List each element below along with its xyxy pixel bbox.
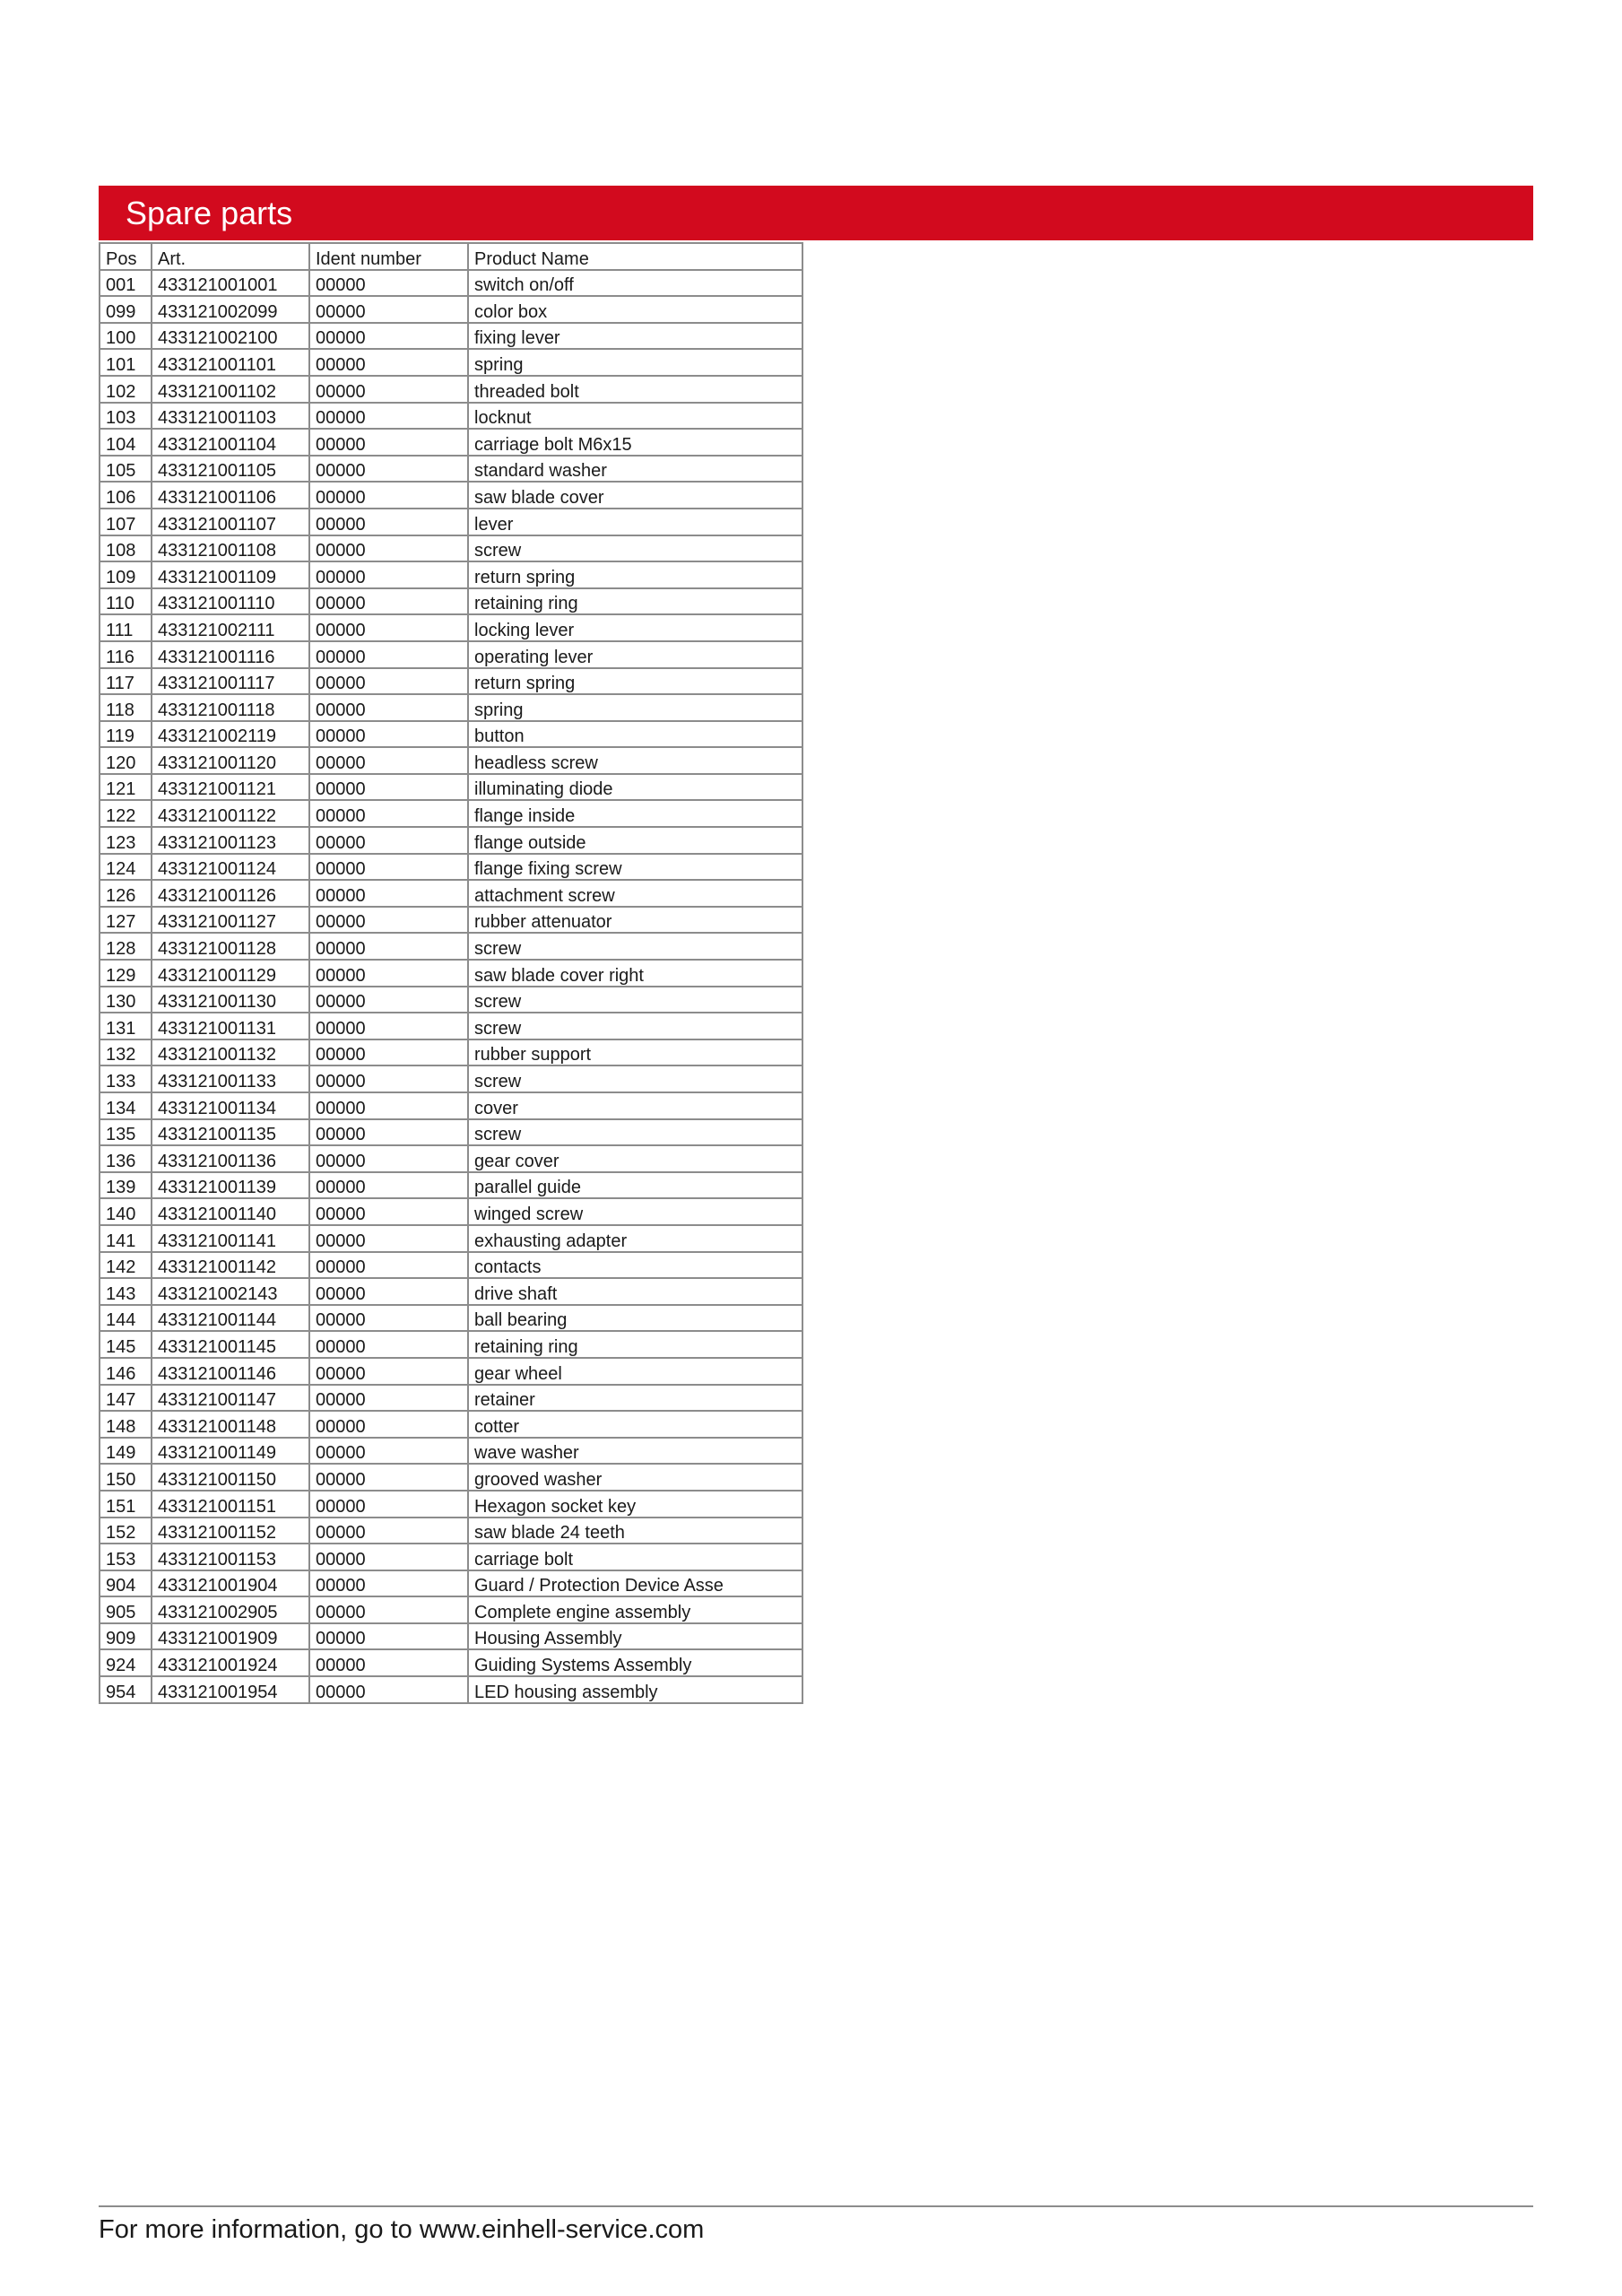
cell-product-name: exhausting adapter: [468, 1225, 802, 1252]
cell-art: 433121001120: [152, 747, 309, 774]
footer-divider: [99, 2205, 1533, 2207]
cell-ident-number: 00000: [309, 1676, 468, 1703]
cell-ident-number: 00000: [309, 1092, 468, 1119]
cell-ident-number: 00000: [309, 376, 468, 403]
cell-product-name: flange outside: [468, 827, 802, 854]
cell-pos: 117: [100, 668, 152, 695]
table-row: [100, 1119, 802, 1146]
table-row: [100, 429, 802, 456]
cell-art: 433121001109: [152, 561, 309, 588]
table-row: [100, 907, 802, 934]
table-row: [100, 1278, 802, 1305]
cell-product-name: contacts: [468, 1252, 802, 1279]
cell-pos: 124: [100, 854, 152, 881]
cell-pos: 107: [100, 509, 152, 535]
column-header-ident-number: Ident number: [309, 243, 468, 270]
cell-ident-number: 00000: [309, 1518, 468, 1544]
cell-ident-number: 00000: [309, 747, 468, 774]
cell-art: 433121001149: [152, 1438, 309, 1465]
cell-ident-number: 00000: [309, 1278, 468, 1305]
table-body: [100, 270, 802, 1703]
cell-ident-number: 00000: [309, 1623, 468, 1650]
cell-art: 433121001140: [152, 1198, 309, 1225]
cell-product-name: return spring: [468, 668, 802, 695]
cell-ident-number: 00000: [309, 1464, 468, 1491]
cell-product-name: screw: [468, 1013, 802, 1039]
cell-pos: 151: [100, 1491, 152, 1518]
table-row: [100, 270, 802, 297]
cell-product-name: Guiding Systems Assembly: [468, 1649, 802, 1676]
column-header-product-name: Product Name: [468, 243, 802, 270]
cell-product-name: standard washer: [468, 456, 802, 483]
table-row: [100, 800, 802, 827]
cell-product-name: screw: [468, 535, 802, 562]
cell-art: 433121001132: [152, 1039, 309, 1066]
cell-art: 433121001142: [152, 1252, 309, 1279]
cell-pos: 131: [100, 1013, 152, 1039]
cell-ident-number: 00000: [309, 1305, 468, 1332]
table-row: [100, 987, 802, 1013]
cell-pos: 145: [100, 1331, 152, 1358]
cell-ident-number: 00000: [309, 614, 468, 641]
cell-pos: 909: [100, 1623, 152, 1650]
cell-product-name: operating lever: [468, 641, 802, 668]
table-row: [100, 1570, 802, 1597]
cell-art: 433121001153: [152, 1544, 309, 1570]
cell-pos: 123: [100, 827, 152, 854]
cell-product-name: drive shaft: [468, 1278, 802, 1305]
cell-ident-number: 00000: [309, 1570, 468, 1597]
cell-ident-number: 00000: [309, 323, 468, 350]
cell-ident-number: 00000: [309, 774, 468, 801]
table-row: [100, 1013, 802, 1039]
cell-art: 433121001104: [152, 429, 309, 456]
cell-art: 433121001118: [152, 694, 309, 721]
cell-product-name: screw: [468, 1119, 802, 1146]
section-title: Spare parts: [126, 195, 293, 231]
cell-pos: 001: [100, 270, 152, 297]
table-row: [100, 1438, 802, 1465]
cell-art: 433121001102: [152, 376, 309, 403]
cell-pos: 904: [100, 1570, 152, 1597]
cell-pos: 101: [100, 349, 152, 376]
cell-pos: 127: [100, 907, 152, 934]
cell-art: 433121001924: [152, 1649, 309, 1676]
cell-art: 433121001103: [152, 403, 309, 430]
cell-pos: 144: [100, 1305, 152, 1332]
cell-art: 433121001147: [152, 1385, 309, 1412]
cell-product-name: screw: [468, 933, 802, 960]
table-row: [100, 509, 802, 535]
cell-art: 433121001105: [152, 456, 309, 483]
cell-product-name: saw blade 24 teeth: [468, 1518, 802, 1544]
cell-pos: 148: [100, 1411, 152, 1438]
cell-ident-number: 00000: [309, 403, 468, 430]
cell-pos: 119: [100, 721, 152, 748]
cell-pos: 139: [100, 1172, 152, 1199]
cell-art: 433121002099: [152, 296, 309, 323]
cell-art: 433121001130: [152, 987, 309, 1013]
column-header-art: Art.: [152, 243, 309, 270]
table-row: [100, 960, 802, 987]
cell-ident-number: 00000: [309, 561, 468, 588]
cell-product-name: gear cover: [468, 1145, 802, 1172]
cell-ident-number: 00000: [309, 1252, 468, 1279]
cell-ident-number: 00000: [309, 1013, 468, 1039]
cell-art: 433121001133: [152, 1065, 309, 1092]
table-row: [100, 1518, 802, 1544]
cell-ident-number: 00000: [309, 270, 468, 297]
cell-ident-number: 00000: [309, 827, 468, 854]
table-row: [100, 668, 802, 695]
spare-parts-table: [99, 242, 803, 1704]
table-row: [100, 1411, 802, 1438]
cell-product-name: return spring: [468, 561, 802, 588]
table-row: [100, 1092, 802, 1119]
cell-pos: 122: [100, 800, 152, 827]
cell-art: 433121001121: [152, 774, 309, 801]
table-row: [100, 296, 802, 323]
cell-art: 433121001145: [152, 1331, 309, 1358]
cell-ident-number: 00000: [309, 1331, 468, 1358]
cell-pos: 103: [100, 403, 152, 430]
cell-product-name: cotter: [468, 1411, 802, 1438]
cell-pos: 924: [100, 1649, 152, 1676]
cell-product-name: saw blade cover right: [468, 960, 802, 987]
cell-ident-number: 00000: [309, 429, 468, 456]
table-row: [100, 1464, 802, 1491]
table-row: [100, 614, 802, 641]
cell-ident-number: 00000: [309, 1544, 468, 1570]
cell-pos: 133: [100, 1065, 152, 1092]
cell-pos: 104: [100, 429, 152, 456]
footer-info-text: For more information, go to www.einhell-service.com: [99, 2215, 705, 2244]
cell-art: 433121001124: [152, 854, 309, 881]
cell-pos: 143: [100, 1278, 152, 1305]
cell-ident-number: 00000: [309, 535, 468, 562]
cell-art: 433121001152: [152, 1518, 309, 1544]
cell-ident-number: 00000: [309, 456, 468, 483]
cell-product-name: illuminating diode: [468, 774, 802, 801]
cell-pos: 120: [100, 747, 152, 774]
cell-product-name: Guard / Protection Device Asse: [468, 1570, 802, 1597]
table-row: [100, 1544, 802, 1570]
cell-art: 433121001146: [152, 1358, 309, 1385]
cell-ident-number: 00000: [309, 1596, 468, 1623]
cell-product-name: LED housing assembly: [468, 1676, 802, 1703]
table-row: [100, 456, 802, 483]
cell-art: 433121001139: [152, 1172, 309, 1199]
cell-art: 433121002100: [152, 323, 309, 350]
cell-pos: 140: [100, 1198, 152, 1225]
cell-ident-number: 00000: [309, 1491, 468, 1518]
cell-pos: 150: [100, 1464, 152, 1491]
cell-pos: 102: [100, 376, 152, 403]
cell-pos: 110: [100, 588, 152, 615]
cell-product-name: locking lever: [468, 614, 802, 641]
cell-product-name: flange inside: [468, 800, 802, 827]
cell-product-name: button: [468, 721, 802, 748]
cell-product-name: threaded bolt: [468, 376, 802, 403]
cell-product-name: screw: [468, 987, 802, 1013]
cell-product-name: retaining ring: [468, 1331, 802, 1358]
cell-pos: 954: [100, 1676, 152, 1703]
cell-art: 433121001001: [152, 270, 309, 297]
cell-ident-number: 00000: [309, 1385, 468, 1412]
cell-pos: 111: [100, 614, 152, 641]
cell-pos: 109: [100, 561, 152, 588]
cell-ident-number: 00000: [309, 668, 468, 695]
cell-art: 433121001150: [152, 1464, 309, 1491]
cell-pos: 100: [100, 323, 152, 350]
table-row: [100, 535, 802, 562]
cell-ident-number: 00000: [309, 800, 468, 827]
cell-product-name: rubber attenuator: [468, 907, 802, 934]
cell-pos: 152: [100, 1518, 152, 1544]
table-row: [100, 1145, 802, 1172]
cell-product-name: switch on/off: [468, 270, 802, 297]
cell-art: 433121001904: [152, 1570, 309, 1597]
cell-pos: 147: [100, 1385, 152, 1412]
cell-ident-number: 00000: [309, 880, 468, 907]
cell-pos: 136: [100, 1145, 152, 1172]
cell-ident-number: 00000: [309, 1065, 468, 1092]
cell-ident-number: 00000: [309, 296, 468, 323]
cell-art: 433121001136: [152, 1145, 309, 1172]
table-row: [100, 1491, 802, 1518]
cell-ident-number: 00000: [309, 721, 468, 748]
table-row: [100, 854, 802, 881]
cell-ident-number: 00000: [309, 1039, 468, 1066]
cell-art: 433121001128: [152, 933, 309, 960]
cell-product-name: grooved washer: [468, 1464, 802, 1491]
cell-ident-number: 00000: [309, 907, 468, 934]
cell-ident-number: 00000: [309, 1198, 468, 1225]
cell-pos: 130: [100, 987, 152, 1013]
cell-art: 433121001148: [152, 1411, 309, 1438]
cell-art: 433121002905: [152, 1596, 309, 1623]
cell-pos: 142: [100, 1252, 152, 1279]
table-row: [100, 561, 802, 588]
table-row: [100, 349, 802, 376]
table-row: [100, 747, 802, 774]
cell-product-name: fixing lever: [468, 323, 802, 350]
cell-art: 433121001144: [152, 1305, 309, 1332]
table-row: [100, 1039, 802, 1066]
cell-pos: 118: [100, 694, 152, 721]
cell-pos: 121: [100, 774, 152, 801]
cell-product-name: Hexagon socket key: [468, 1491, 802, 1518]
table-row: [100, 376, 802, 403]
cell-ident-number: 00000: [309, 1119, 468, 1146]
cell-product-name: lever: [468, 509, 802, 535]
column-header-pos: Pos: [100, 243, 152, 270]
table-row: [100, 588, 802, 615]
cell-product-name: ball bearing: [468, 1305, 802, 1332]
cell-product-name: locknut: [468, 403, 802, 430]
cell-art: 433121001127: [152, 907, 309, 934]
cell-art: 433121001129: [152, 960, 309, 987]
cell-ident-number: 00000: [309, 1411, 468, 1438]
table-header-row: [100, 243, 802, 270]
cell-pos: 126: [100, 880, 152, 907]
cell-art: 433121001135: [152, 1119, 309, 1146]
table-row: [100, 774, 802, 801]
cell-ident-number: 00000: [309, 482, 468, 509]
cell-art: 433121001110: [152, 588, 309, 615]
table-row: [100, 1596, 802, 1623]
cell-pos: 108: [100, 535, 152, 562]
cell-pos: 135: [100, 1119, 152, 1146]
cell-pos: 099: [100, 296, 152, 323]
cell-art: 433121001106: [152, 482, 309, 509]
cell-product-name: flange fixing screw: [468, 854, 802, 881]
cell-product-name: gear wheel: [468, 1358, 802, 1385]
cell-product-name: rubber support: [468, 1039, 802, 1066]
cell-pos: 149: [100, 1438, 152, 1465]
cell-art: 433121001108: [152, 535, 309, 562]
table-row: [100, 403, 802, 430]
cell-art: 433121002111: [152, 614, 309, 641]
table-row: [100, 1331, 802, 1358]
table-row: [100, 1623, 802, 1650]
table-row: [100, 1385, 802, 1412]
cell-art: 433121001117: [152, 668, 309, 695]
cell-ident-number: 00000: [309, 1172, 468, 1199]
cell-art: 433121001131: [152, 1013, 309, 1039]
cell-ident-number: 00000: [309, 987, 468, 1013]
cell-product-name: retainer: [468, 1385, 802, 1412]
cell-art: 433121001954: [152, 1676, 309, 1703]
cell-pos: 106: [100, 482, 152, 509]
table-row: [100, 1065, 802, 1092]
table-row: [100, 827, 802, 854]
cell-ident-number: 00000: [309, 1438, 468, 1465]
table-row: [100, 880, 802, 907]
cell-product-name: carriage bolt: [468, 1544, 802, 1570]
cell-art: 433121001123: [152, 827, 309, 854]
cell-product-name: screw: [468, 1065, 802, 1092]
table-row: [100, 323, 802, 350]
cell-product-name: spring: [468, 349, 802, 376]
cell-pos: 141: [100, 1225, 152, 1252]
cell-ident-number: 00000: [309, 694, 468, 721]
table-row: [100, 1649, 802, 1676]
cell-ident-number: 00000: [309, 349, 468, 376]
cell-art: 433121001116: [152, 641, 309, 668]
cell-pos: 116: [100, 641, 152, 668]
cell-pos: 129: [100, 960, 152, 987]
cell-product-name: cover: [468, 1092, 802, 1119]
table-row: [100, 1225, 802, 1252]
cell-product-name: wave washer: [468, 1438, 802, 1465]
cell-product-name: winged screw: [468, 1198, 802, 1225]
cell-ident-number: 00000: [309, 641, 468, 668]
cell-product-name: retaining ring: [468, 588, 802, 615]
cell-pos: 134: [100, 1092, 152, 1119]
cell-product-name: headless screw: [468, 747, 802, 774]
cell-pos: 905: [100, 1596, 152, 1623]
table-row: [100, 1252, 802, 1279]
cell-art: 433121001126: [152, 880, 309, 907]
cell-art: 433121001134: [152, 1092, 309, 1119]
cell-art: 433121001141: [152, 1225, 309, 1252]
table-row: [100, 1172, 802, 1199]
cell-product-name: spring: [468, 694, 802, 721]
table-row: [100, 641, 802, 668]
cell-ident-number: 00000: [309, 1145, 468, 1172]
cell-product-name: parallel guide: [468, 1172, 802, 1199]
cell-pos: 132: [100, 1039, 152, 1066]
cell-pos: 105: [100, 456, 152, 483]
table-row: [100, 1198, 802, 1225]
cell-ident-number: 00000: [309, 1225, 468, 1252]
cell-product-name: Housing Assembly: [468, 1623, 802, 1650]
cell-art: 433121001122: [152, 800, 309, 827]
cell-pos: 128: [100, 933, 152, 960]
cell-art: 433121001101: [152, 349, 309, 376]
cell-product-name: color box: [468, 296, 802, 323]
cell-ident-number: 00000: [309, 854, 468, 881]
section-header-bar: [99, 186, 1533, 240]
cell-art: 433121002143: [152, 1278, 309, 1305]
cell-ident-number: 00000: [309, 588, 468, 615]
table-row: [100, 482, 802, 509]
table-row: [100, 933, 802, 960]
cell-ident-number: 00000: [309, 509, 468, 535]
cell-ident-number: 00000: [309, 1358, 468, 1385]
cell-ident-number: 00000: [309, 933, 468, 960]
cell-ident-number: 00000: [309, 960, 468, 987]
table-row: [100, 1676, 802, 1703]
cell-art: 433121001909: [152, 1623, 309, 1650]
table-row: [100, 1358, 802, 1385]
cell-pos: 146: [100, 1358, 152, 1385]
cell-art: 433121001151: [152, 1491, 309, 1518]
cell-pos: 153: [100, 1544, 152, 1570]
cell-art: 433121002119: [152, 721, 309, 748]
cell-product-name: Complete engine assembly: [468, 1596, 802, 1623]
cell-art: 433121001107: [152, 509, 309, 535]
cell-ident-number: 00000: [309, 1649, 468, 1676]
cell-product-name: carriage bolt M6x15: [468, 429, 802, 456]
table-row: [100, 694, 802, 721]
cell-product-name: attachment screw: [468, 880, 802, 907]
table-row: [100, 1305, 802, 1332]
cell-product-name: saw blade cover: [468, 482, 802, 509]
table-row: [100, 721, 802, 748]
